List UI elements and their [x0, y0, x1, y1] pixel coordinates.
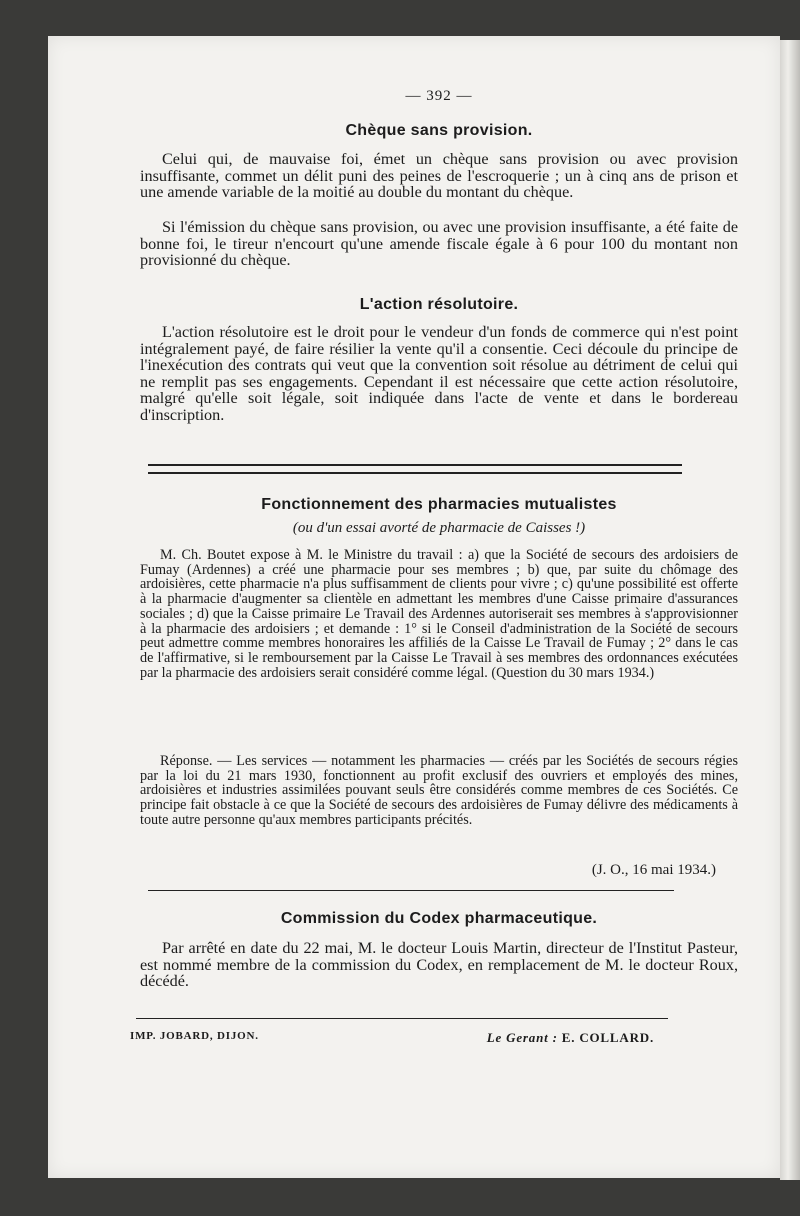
gerant-name: E. COLLARD.	[561, 1030, 654, 1045]
paragraph-cheque-1: Celui qui, de mauvaise foi, émet un chèque sans provision ou avec provision insuffisante, commet un délit puni des peines de l'escroquerie ; un à cinq ans de prison et une amende variable de la moitié au double du montant du chèque.	[140, 150, 738, 202]
book-spine	[780, 40, 800, 1180]
paragraph-pharmacies-reponse: Réponse. — Les services — notamment les pharmacies — créés par les Sociétés de secours régies par la loi du 21 mars 1930, fonctionnent au profit exclusif des ouvriers et employés des mines, ardoisières et industries assimilées pouvant seuls être considérés comme membres de ces Sociétés. Ce principe fait obstacle à ce que la Société de secours des ardoisières de Fumay délivre des médicaments à toute autre personne qu'aux membres participants précités.	[140, 753, 738, 828]
section-title-pharmacies: Fonctionnement des pharmacies mutualistes	[261, 496, 617, 513]
section-title-cheque: Chèque sans provision.	[345, 122, 533, 139]
paragraph-cheque-2: Si l'émission du chèque sans provision, ou avec une provision insuffisante, a été faite de bonne foi, le tireur n'encourt qu'une amende fiscale égale à 6 pour 100 du montant non provisionné du chèque.	[140, 218, 738, 270]
footer-rule	[136, 1018, 668, 1019]
paragraph-action-1: L'action résolutoire est le droit pour le vendeur d'un fonds de commerce qui n'est point intégralement payé, de faire résilier la vente qu'il a consentie. Ceci découle du principe de l'inexécution des contrats qui veut que la convention soit résolue au détriment de celui qui ne remplit pas ses engagements. Cependant il est nécessaire que cette action résolutoire, malgré qu'elle soit légale, soit indiquée dans l'acte de vente et dans le bordereau d'inscription.	[140, 323, 738, 424]
printer-imprint: IMP. JOBARD, DIJON.	[130, 1030, 259, 1042]
section-subtitle-pharmacies: (ou d'un essai avorté de pharmacie de Caisses !)	[292, 520, 586, 536]
paragraph-pharmacies-question: M. Ch. Boutet expose à M. le Ministre du travail : a) que la Société de secours des ardoisiers de Fumay (Ardennes) a créé une pharmacie pour ses membres ; b) que, par suite du chômage des ardoisières, cette pharmacie n'a plus suffisamment de clients pour vivre ; c) qu'une possibilité est offerte à la pharmacie d'augmenter sa clientèle en admettant les membres d'une Caisse primaire d'assurances sociales ; d) que la Caisse primaire Le Travail des Ardennes autoriserait ses membres à s'approvisionner à la pharmacie des ardoisiers ; et demande : 1° si le Conseil d'administration de la Société de secours peut admettre comme membres honoraires les affiliés de la Caisse Le Travail de Fumay ; 2° dans le cas de l'affirmative, si le remboursement par la Caisse Le Travail à ses membres des ordonnances exécutées par la pharmacie des ardoisiers serait considéré comme légal. (Question du 30 mars 1934.)	[140, 547, 738, 681]
separator-rule-3	[148, 890, 674, 891]
gerant-label: Le Gerant :	[486, 1030, 558, 1045]
page-number: — 392 —	[405, 88, 473, 104]
section-title-codex: Commission du Codex pharmaceutique.	[280, 910, 598, 927]
gerant-signature	[487, 1030, 654, 1046]
section-title-action: L'action résolutoire.	[359, 296, 519, 313]
separator-rule-1	[148, 464, 682, 466]
paragraph-codex-1: Par arrêté en date du 22 mai, M. le docteur Louis Martin, directeur de l'Institut Pasteur, est nommé membre de la commission du Codex, en remplacement de M. le docteur Roux, décédé.	[140, 939, 738, 991]
separator-rule-2	[148, 472, 682, 474]
citation-jo: (J. O., 16 mai 1934.)	[591, 862, 716, 878]
